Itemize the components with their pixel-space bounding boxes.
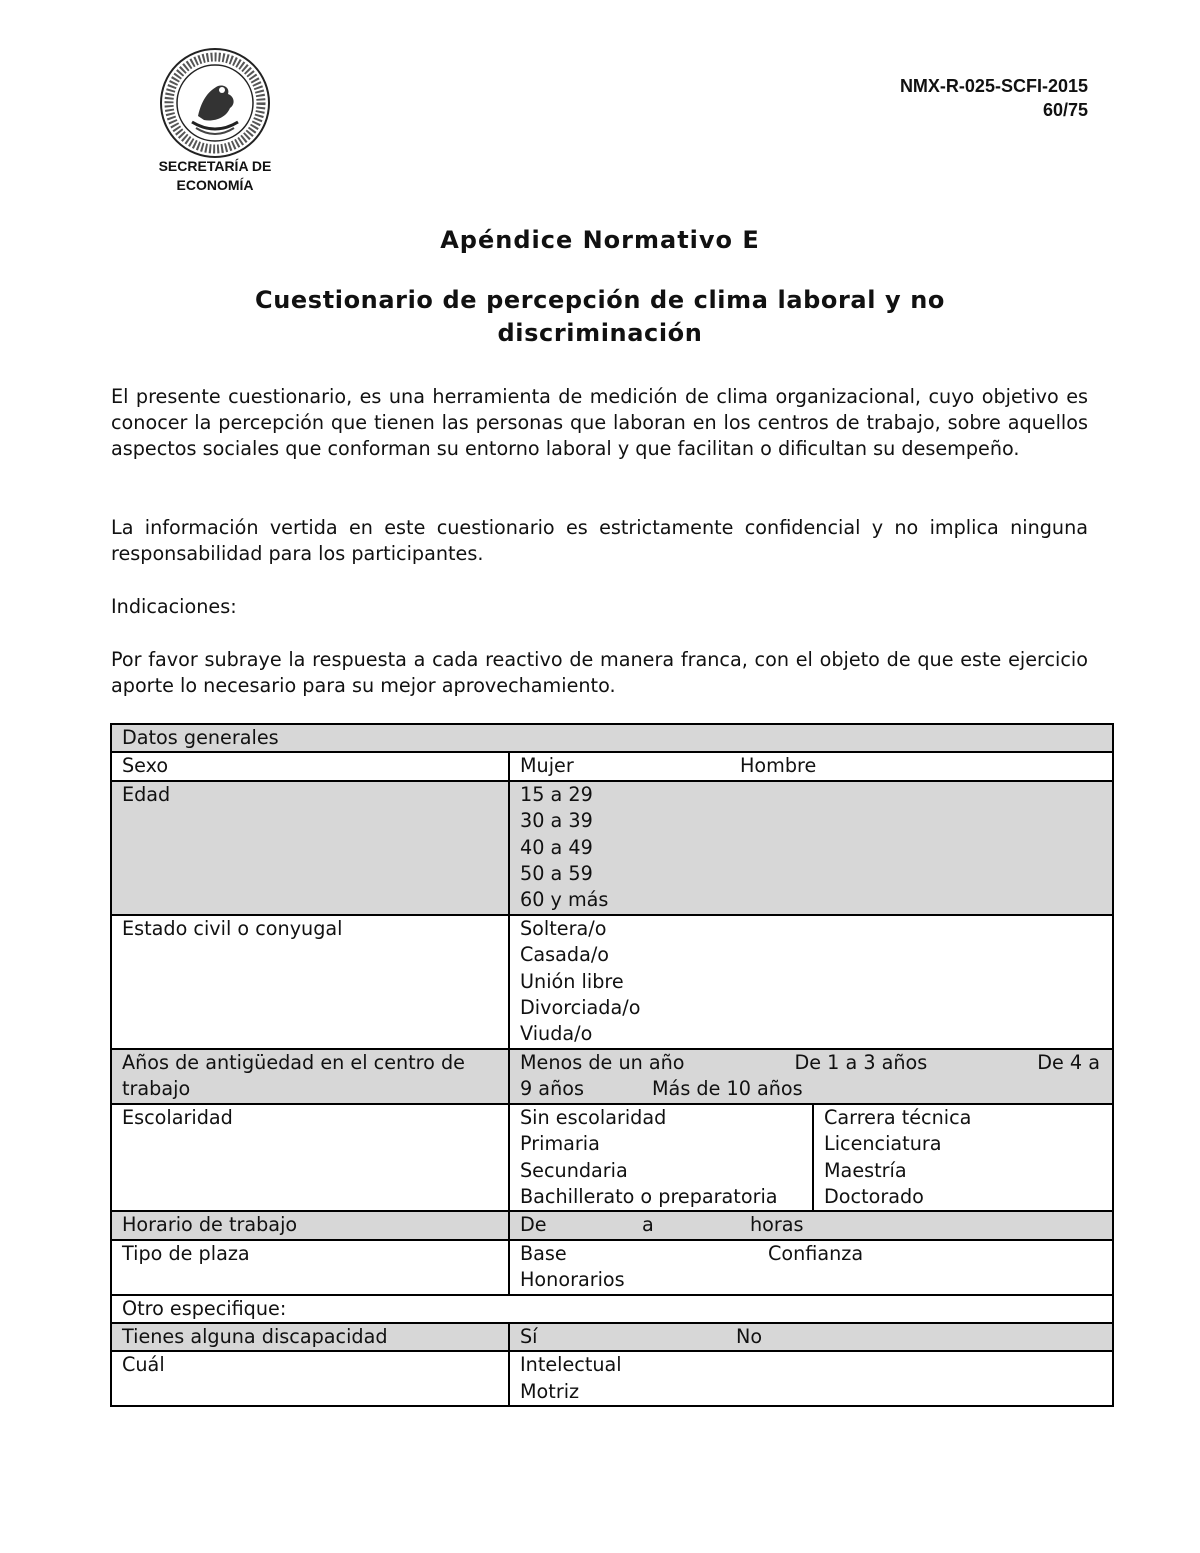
option-edad[interactable]: 15 a 29 bbox=[520, 782, 593, 806]
field-label-cual: Cuál bbox=[111, 1351, 509, 1406]
option-escolaridad[interactable]: Secundaria bbox=[520, 1158, 628, 1182]
option-edad[interactable]: 40 a 49 bbox=[520, 835, 593, 859]
option-base[interactable]: Base bbox=[520, 1241, 567, 1265]
option-mujer[interactable]: Mujer bbox=[520, 754, 574, 778]
document-code: NMX-R-025-SCFI-2015 bbox=[899, 76, 1088, 96]
field-options-discapacidad bbox=[509, 1323, 1113, 1351]
ministry-name bbox=[140, 157, 290, 195]
option-mas-de-10-anos[interactable]: Más de 10 años bbox=[652, 1077, 803, 1101]
table-row-tipo-plaza bbox=[111, 1240, 1113, 1295]
field-options-tipo-plaza bbox=[509, 1240, 1113, 1295]
field-options-sexo bbox=[509, 752, 1113, 780]
option-confianza[interactable]: Confianza bbox=[768, 1241, 864, 1265]
table-row-sexo bbox=[111, 752, 1113, 780]
option-estado-civil[interactable]: Viuda/o bbox=[520, 1022, 593, 1046]
option-1-a-3-anos[interactable]: De 1 a 3 años bbox=[794, 1050, 928, 1074]
field-label-antiguedad: Años de antigüedad en el centro de trabajo bbox=[111, 1049, 509, 1104]
indications-label: Indicaciones: bbox=[111, 595, 237, 618]
option-estado-civil[interactable]: Unión libre bbox=[520, 969, 624, 993]
appendix-title: Apéndice Normativo E bbox=[440, 226, 760, 254]
option-edad[interactable]: 50 a 59 bbox=[520, 862, 593, 886]
general-data-table bbox=[110, 723, 1114, 1407]
field-label-discapacidad: Tienes alguna discapacidad bbox=[111, 1323, 509, 1351]
option-estado-civil[interactable]: Divorciada/o bbox=[520, 996, 641, 1020]
instructions-paragraph: Por favor subraye la respuesta a cada reactivo de manera franca, con el objeto de que este ejercicio aporte lo necesario para su mejor aprovechamiento. bbox=[111, 648, 1088, 697]
option-estado-civil[interactable]: Soltera/o bbox=[520, 916, 607, 940]
option-si[interactable]: Sí bbox=[520, 1324, 538, 1348]
document-reference bbox=[900, 74, 1088, 122]
field-options-escolaridad-col2 bbox=[813, 1104, 1113, 1212]
option-edad[interactable]: 60 y más bbox=[520, 888, 609, 912]
horario-de-label: De bbox=[520, 1213, 547, 1237]
option-hombre[interactable]: Hombre bbox=[740, 754, 817, 778]
ministry-line-1: SECRETARÍA DE bbox=[158, 158, 272, 174]
field-label-edad: Edad bbox=[111, 781, 509, 915]
option-escolaridad[interactable]: Sin escolaridad bbox=[520, 1105, 667, 1129]
table-row-horario bbox=[111, 1211, 1113, 1239]
table-row-antiguedad bbox=[111, 1049, 1113, 1104]
table-row-escolaridad bbox=[111, 1104, 1113, 1212]
page-number: 60/75 bbox=[1042, 100, 1088, 120]
option-edad[interactable]: 30 a 39 bbox=[520, 809, 593, 833]
table-row-cual bbox=[111, 1351, 1113, 1406]
questionnaire-title-line-2: discriminación bbox=[497, 319, 703, 347]
option-escolaridad[interactable]: Primaria bbox=[520, 1132, 600, 1156]
table-row bbox=[111, 724, 1113, 752]
option-intelectual[interactable]: Intelectual bbox=[520, 1353, 622, 1377]
option-escolaridad[interactable]: Doctorado bbox=[824, 1184, 924, 1208]
option-honorarios[interactable]: Honorarios bbox=[520, 1268, 625, 1292]
ministry-line-2: ECONOMÍA bbox=[176, 177, 254, 193]
field-label-sexo: Sexo bbox=[111, 752, 509, 780]
option-motriz[interactable]: Motriz bbox=[520, 1379, 580, 1403]
option-escolaridad[interactable]: Maestría bbox=[824, 1158, 907, 1182]
field-otro-especifique[interactable]: Otro especifique: bbox=[111, 1295, 1113, 1323]
option-escolaridad[interactable]: Licenciatura bbox=[824, 1132, 942, 1156]
field-options-estado-civil bbox=[509, 915, 1113, 1049]
mexico-seal-logo bbox=[158, 46, 272, 160]
table-row-estado-civil bbox=[111, 915, 1113, 1049]
option-escolaridad[interactable]: Bachillerato o preparatoria bbox=[520, 1184, 778, 1208]
option-no[interactable]: No bbox=[736, 1324, 763, 1348]
field-label-horario: Horario de trabajo bbox=[111, 1211, 509, 1239]
confidentiality-paragraph: La información vertida en este cuestionario es estrictamente confidencial y no implica ninguna responsabilidad para los participantes. bbox=[111, 516, 1088, 565]
table-row-edad bbox=[111, 781, 1113, 915]
field-options-escolaridad-col1 bbox=[509, 1104, 813, 1212]
field-options-antiguedad bbox=[509, 1049, 1113, 1104]
option-4-a-9-anos[interactable]: De 4 a bbox=[1037, 1050, 1100, 1074]
option-estado-civil[interactable]: Casada/o bbox=[520, 943, 610, 967]
table-row-discapacidad bbox=[111, 1323, 1113, 1351]
table-row-otro bbox=[111, 1295, 1113, 1323]
field-options-horario[interactable] bbox=[509, 1211, 1113, 1239]
horario-a-label: a bbox=[642, 1213, 654, 1237]
questionnaire-title-line-1: Cuestionario de percepción de clima laboral y no bbox=[255, 286, 945, 314]
questionnaire-title bbox=[200, 284, 1000, 350]
intro-paragraph: El presente cuestionario, es una herramienta de medición de clima organizacional, cuyo objetivo es conocer la percepción que tienen las personas que laboran en los centros de trabajo, sobre aquellos aspectos sociales que conforman su entorno laboral y que facilitan o dificultan su desempeño. bbox=[111, 385, 1088, 460]
horario-horas-label: horas bbox=[750, 1213, 804, 1237]
field-options-cual bbox=[509, 1351, 1113, 1406]
field-label-escolaridad: Escolaridad bbox=[111, 1104, 509, 1212]
field-label-tipo-plaza: Tipo de plaza bbox=[111, 1240, 509, 1295]
field-label-estado-civil: Estado civil o conyugal bbox=[111, 915, 509, 1049]
option-menos-de-un-ano[interactable]: Menos de un año bbox=[520, 1050, 685, 1074]
field-options-edad bbox=[509, 781, 1113, 915]
option-4-a-9-anos-cont[interactable]: 9 años bbox=[520, 1077, 584, 1101]
section-header-datos-generales: Datos generales bbox=[111, 724, 1113, 752]
option-escolaridad[interactable]: Carrera técnica bbox=[824, 1105, 972, 1129]
